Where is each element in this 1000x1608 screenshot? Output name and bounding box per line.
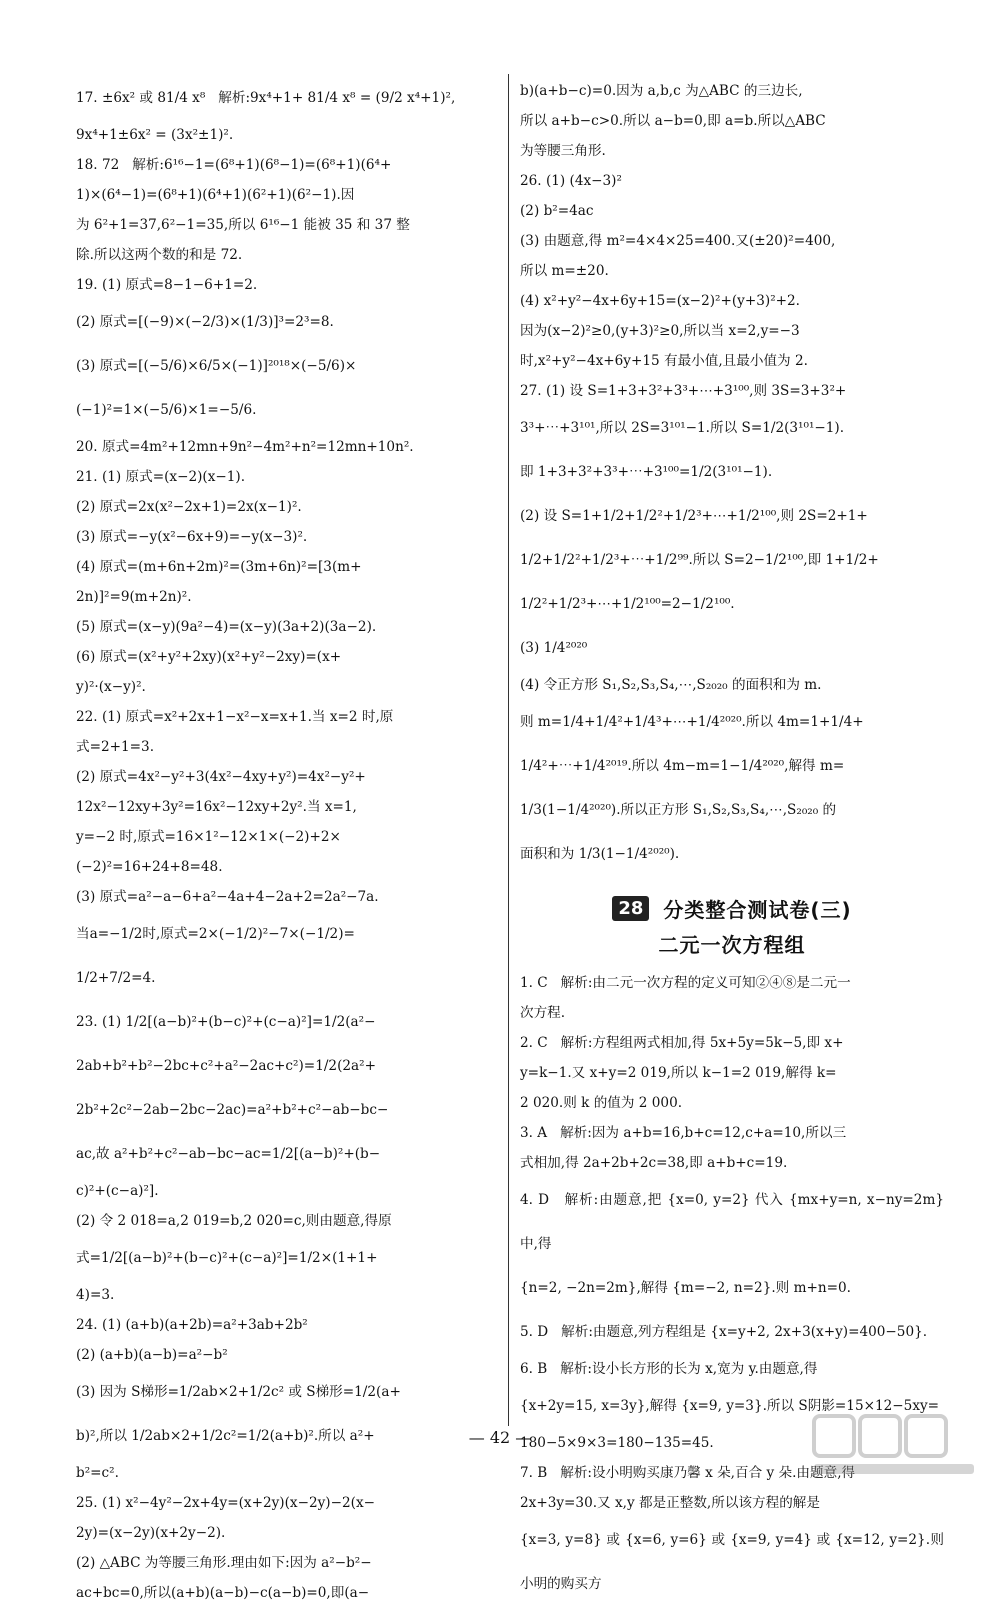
answer-line: 19. (1) 原式=8−1−6+1=2. [76,277,258,293]
answer-line: 当a=−1/2时,原式=2×(−1/2)²−7×(−1/2)= [76,926,355,942]
page-number: — 42 — [468,1428,532,1447]
answer-line: (2) △ABC 为等腰三角形.理由如下:因为 a²−b²− [76,1555,372,1571]
answer-item [76,1000,500,1310]
answer-line: 1)×(6⁴−1)=(6⁸+1)(6⁴+1)(6²+1)(6²−1).因 [76,187,355,203]
answer-line: (3) 1/4²⁰²⁰ [520,640,588,656]
answer-line: 5. D 解析:由题意,列方程组是 {x=y+2, 2x+3(x+y)=400−50}. [520,1324,928,1340]
answer-line: 次方程. [520,1005,566,1021]
answer-line: 即 1+3+3²+3³+⋯+3¹⁰⁰=1/2(3¹⁰¹−1). [520,464,773,480]
answer-line: (2) 原式=4x²−y²+3(4x²−4xy+y²)=4x²−y²+ [76,769,366,785]
answer-line: 23. (1) 1/2[(a−b)²+(b−c)²+(c−a)²]=1/2(a²− [76,1014,376,1030]
answer-line: 4)=3. [76,1287,115,1303]
answer-item [520,1118,944,1178]
answer-line: (2) (a+b)(a−b)=a²−b² [76,1347,228,1363]
answer-line: (3) 因为 S梯形=1/2ab×2+1/2c² 或 S梯形=1/2(a+ [76,1384,401,1400]
answer-line: (2) 设 S=1+1/2+1/2²+1/2³+⋯+1/2¹⁰⁰,则 2S=2+1+ [520,508,868,524]
answer-line: (4) x²+y²−4x+6y+15=(x−2)²+(y+3)²+2. [520,293,800,309]
answer-line: (4) 令正方形 S₁,S₂,S₃,S₄,⋯,S₂₀₂₀ 的面积和为 m. [520,677,822,693]
answer-item [76,432,500,462]
answer-line: 2 020.则 k 的值为 2 000. [520,1095,683,1111]
answer-line: (3) 原式=a²−a−6+a²−4a+4−2a+2=2a²−7a. [76,889,379,905]
section-heading [520,894,944,958]
answer-line: 1/4²+⋯+1/4²⁰¹⁹.所以 4m−m=1−1/4²⁰²⁰,解得 m= [520,758,845,774]
answer-line: y=k−1.又 x+y=2 019,所以 k−1=2 019,解得 k= [520,1065,837,1081]
answer-line: 因为(x−2)²≥0,(y+3)²≥0,所以当 x=2,y=−3 [520,323,800,339]
answer-line: b)(a+b−c)=0.因为 a,b,c 为△ABC 的三边长, [520,83,803,99]
answer-line: 2n)]²=9(m+2n)². [76,589,192,605]
answer-line: 3³+⋯+3¹⁰¹,所以 2S=3¹⁰¹−1.所以 S=1/2(3¹⁰¹−1). [520,420,845,436]
answer-line: y)²·(x−y)². [76,679,146,695]
answer-line: 时,x²+y²−4x+6y+15 有最小值,且最小值为 2. [520,353,808,369]
answer-line: ac,故 a²+b²+c²−ab−bc−ac=1/2[(a−b)²+(b− [76,1146,381,1162]
left-column [76,76,500,1608]
answer-line: 26. (1) (4x−3)² [520,173,622,189]
answer-line: 为 6²+1=37,6²−1=35,所以 6¹⁶−1 能被 35 和 37 整 [76,217,410,233]
column-divider [508,74,509,1426]
answer-line: 6. B 解析:设小长方形的长为 x,宽为 y.由题意,得 [520,1361,818,1377]
answer-item [76,462,500,702]
answer-line: (4) 原式=(m+6n+2m)²=(3m+6n)²=[3(m+ [76,559,362,575]
answer-item [76,76,500,150]
answer-line: 1/2+1/2²+1/2³+⋯+1/2⁹⁹.所以 S=2−1/2¹⁰⁰,即 1+1/2+ [520,552,879,568]
right-column-bottom [520,968,949,1606]
answer-item [520,1310,944,1354]
answer-item [520,968,944,1028]
answer-line: 为等腰三角形. [520,143,606,159]
answer-line: 25. (1) x²−4y²−2x+4y=(x+2y)(x−2y)−2(x− [76,1495,375,1511]
answer-item [520,76,944,166]
answer-line: b)²,所以 1/2ab×2+1/2c²=1/2(a+b)².所以 a²+ [76,1428,375,1444]
answer-line: 2y)=(x−2y)(x+2y−2). [76,1525,226,1541]
answer-item [520,1178,949,1310]
answer-line: 3. A 解析:因为 a+b=16,b+c=12,c+a=10,所以三 [520,1125,847,1141]
answer-line: (2) 令 2 018=a,2 019=b,2 020=c,则由题意,得原 [76,1213,392,1229]
answer-item [520,166,944,376]
answer-line: 则 m=1/4+1/4²+1/4³+⋯+1/4²⁰²⁰.所以 4m=1+1/4+ [520,714,864,730]
answer-line: 2x+3y=30.又 x,y 都是正整数,所以该方程的解是 [520,1495,820,1511]
answer-line: 12x²−12xy+3y²=16x²−12xy+2y².当 x=1, [76,799,357,815]
answer-line: (3) 原式=[(−5/6)×6/5×(−1)]²⁰¹⁸×(−5/6)× [76,358,357,374]
answer-item [76,1488,500,1608]
answer-line: 2ab+b²+b²−2bc+c²+a²−2ac+c²)=1/2(2a²+ [76,1058,376,1074]
answer-line: 式=1/2[(a−b)²+(b−c)²+(c−a)²]=1/2×(1+1+ [76,1250,378,1266]
answer-line: 1/3(1−1/4²⁰²⁰).所以正方形 S₁,S₂,S₃,S₄,⋯,S₂₀₂₀ 的 [520,802,837,818]
answer-line: (2) b²=4ac [520,203,594,219]
answer-line: ac+bc=0,所以(a+b)(a−b)−c(a−b)=0,即(a− [76,1585,370,1601]
answer-line: (3) 原式=−y(x²−6x+9)=−y(x−3)². [76,529,308,545]
answer-line: 18. 72 解析:6¹⁶−1=(6⁸+1)(6⁸−1)=(6⁸+1)(6⁴+ [76,157,392,173]
answer-line: c)²+(c−a)²]. [76,1183,159,1199]
answer-line: 所以 m=±20. [520,263,609,279]
answer-item [520,1458,944,1606]
answer-line: 2b²+2c²−2ab−2bc−2ac)=a²+b²+c²−ab−bc− [76,1102,389,1118]
answer-line: (−1)²=1×(−5/6)×1=−5/6. [76,402,257,418]
section-title: 分类整合测试卷(三) [663,898,852,922]
answer-line: 20. 原式=4m²+12mn+9n²−4m²+n²=12mn+10n². [76,439,414,455]
answer-item [76,270,500,432]
answer-line: 式相加,得 2a+2b+2c=38,即 a+b+c=19. [520,1155,788,1171]
answer-item [520,1028,944,1118]
answer-line: 4. D 解析:由题意,把 {x=0, y=2} 代入 {mx+y=n, x−ny=2m} 中,得 [520,1192,949,1252]
answer-line: 1/2²+1/2³+⋯+1/2¹⁰⁰=2−1/2¹⁰⁰. [520,596,735,612]
answer-line: {x+2y=15, x=3y},解得 {x=9, y=3}.所以 S阴影=15×12−5xy= [520,1398,940,1414]
answer-line: {n=2, −2n=2m},解得 {m=−2, n=2}.则 m+n=0. [520,1280,851,1296]
answer-line: y=−2 时,原式=16×1²−12×1×(−2)+2× [76,829,341,845]
answer-line: {x=3, y=8} 或 {x=6, y=6} 或 {x=9, y=4} 或 {x=12, y=2}.则小明的购买方 [520,1532,944,1592]
answer-item [76,1310,500,1488]
answer-line: (3) 由题意,得 m²=4×4×25=400.又(±20)²=400, [520,233,836,249]
answer-line: 7. B 解析:设小明购买康乃馨 x 朵,百合 y 朵.由题意,得 [520,1465,856,1481]
answer-line: 除.所以这两个数的和是 72. [76,247,243,263]
answer-line: b²=c². [76,1465,119,1481]
answer-line: (2) 原式=2x(x²−2x+1)=2x(x−1)². [76,499,302,515]
answer-line: 21. (1) 原式=(x−2)(x−1). [76,469,246,485]
answer-line: (6) 原式=(x²+y²+2xy)(x²+y²−2xy)=(x+ [76,649,342,665]
answer-line: 式=2+1=3. [76,739,155,755]
answer-item [520,376,944,876]
answer-line: 24. (1) (a+b)(a+2b)=a²+3ab+2b² [76,1317,308,1333]
answer-line: 17. ±6x² 或 81/4 x⁸ 解析:9x⁴+1+ 81/4 x⁸ = (9/2 x⁴+1)², [76,90,456,106]
answer-line: 所以 a+b−c>0.所以 a−b=0,即 a=b.所以△ABC [520,113,826,129]
answer-line: (2) 原式=[(−9)×(−2/3)×(1/3)]³=2³=8. [76,314,334,330]
answer-line: 1. C 解析:由二元一次方程的定义可知②④⑧是二元一 [520,975,851,991]
answer-line: (5) 原式=(x−y)(9a²−4)=(x−y)(3a+2)(3a−2). [76,619,377,635]
answer-line: 2. C 解析:方程组两式相加,得 5x+5y=5k−5,即 x+ [520,1035,844,1051]
right-column [520,76,949,1606]
answer-line: (−2)²=16+24+8=48. [76,859,223,875]
answer-item [76,150,500,270]
answer-line: 27. (1) 设 S=1+3+3²+3³+⋯+3¹⁰⁰,则 3S=3+3²+ [520,383,847,399]
answer-line: 22. (1) 原式=x²+2x+1−x²−x=x+1.当 x=2 时,原 [76,709,394,725]
watermark-logo [810,1410,980,1480]
right-column-top [520,76,944,876]
section-subtitle: 二元一次方程组 [658,933,806,957]
answer-line: 9x⁴+1±6x² = (3x²±1)². [76,127,234,143]
answer-line: 180−5×9×3=180−135=45. [520,1435,714,1451]
section-number-badge: 28 [612,896,649,921]
answer-item [76,702,500,1000]
answer-line: 1/2+7/2=4. [76,970,156,986]
answer-line: 面积和为 1/3(1−1/4²⁰²⁰). [520,846,680,862]
